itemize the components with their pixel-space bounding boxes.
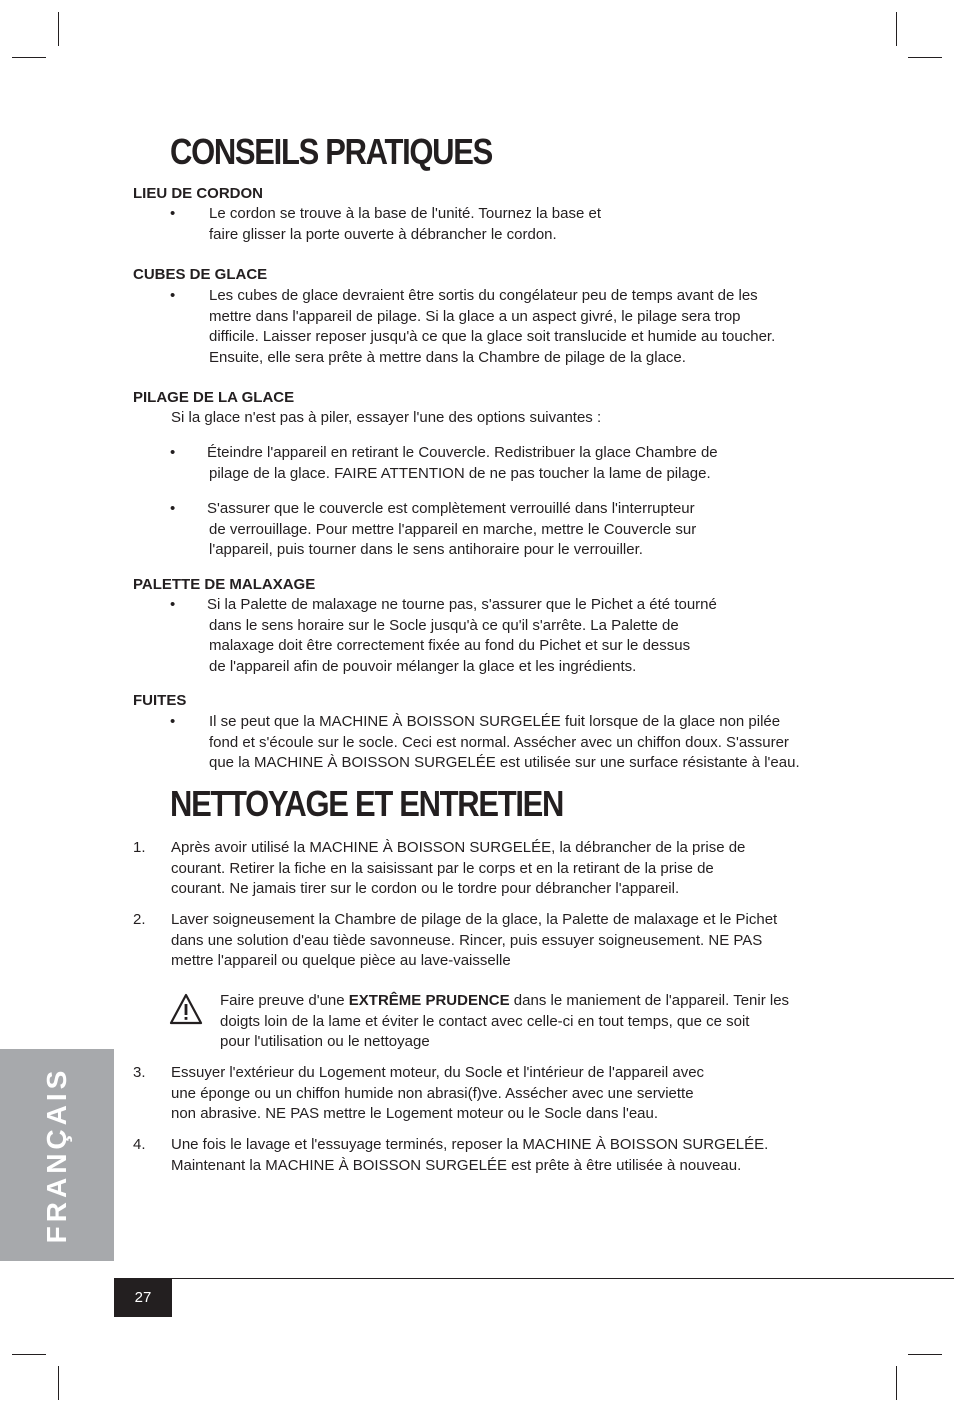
- pilage-option-1: Éteindre l'appareil en retirant le Couvercle. Redistribuer la glace Chambre de pilage de la glace. FAIRE ATTENTION de ne pas toucher la lame de pilage.: [207, 444, 718, 482]
- heading-pilage: PILAGE DE LA GLACE: [133, 389, 295, 406]
- crop-mark: [896, 12, 897, 46]
- section-title-conseils: CONSEILS PRATIQUES: [170, 131, 492, 172]
- warning-triangle-icon: [169, 993, 203, 1025]
- language-label: FRANÇAIS: [41, 1066, 72, 1244]
- pilage-intro: Si la glace n'est pas à piler, essayer l'une des options suivantes :: [171, 409, 602, 426]
- bullet: •: [170, 500, 176, 517]
- heading-fuites: FUITES: [133, 692, 187, 709]
- crop-mark: [12, 57, 46, 58]
- bullet: •: [170, 713, 176, 730]
- warning-text: Faire preuve d'une EXTRÊME PRUDENCE dans le maniement de l'appareil. Tenir les doigts loin de la lame et éviter le contact avec celle-ci en tout temps, que ce soit pour l'utilisation ou le nettoyage: [220, 992, 790, 1050]
- bullet: •: [170, 596, 176, 613]
- heading-cubes: CUBES DE GLACE: [133, 266, 268, 283]
- fuites-text: Il se peut que la MACHINE À BOISSON SURGELÉE fuit lorsque de la glace non pilée fond et s'écoule sur le socle. Ceci est normal. Assécher avec un chiffon doux. S'assurer que la MACHINE À BOISSON SURGELÉE est utilisée sur une surface résistante à l'eau.: [209, 713, 800, 771]
- step-3-text: Essuyer l'extérieur du Logement moteur, du Socle et l'intérieur de l'appareil avec une éponge ou un chiffon humide non abrasi(f)ve. Assécher avec une serviette non abrasive. NE PAS mettre le Logement moteur ou le Socle dans l'eau.: [171, 1064, 705, 1122]
- crop-mark: [58, 12, 59, 46]
- bullet: •: [170, 205, 176, 222]
- heading-cordon: LIEU DE CORDON: [133, 185, 264, 202]
- crop-mark: [58, 1366, 59, 1400]
- warning-emphasis: EXTRÊME PRUDENCE: [348, 992, 510, 1009]
- cordon-text: Le cordon se trouve à la base de l'unité. Tournez la base et faire glisser la porte ouverte à débrancher le cordon.: [209, 205, 602, 243]
- step-4-text: Une fois le lavage et l'essuyage terminés, reposer la MACHINE À BOISSON SURGELÉE. Maintenant la MACHINE À BOISSON SURGELÉE est prête à être utilisée à nouveau.: [171, 1136, 769, 1174]
- crop-mark: [908, 1354, 942, 1355]
- step-number: 2.: [133, 911, 146, 928]
- crop-mark: [896, 1366, 897, 1400]
- heading-palette: PALETTE DE MALAXAGE: [133, 576, 316, 593]
- step-1-text: Après avoir utilisé la MACHINE À BOISSON SURGELÉE, la débrancher de la prise de courant. Retirer la fiche en la saisissant par le corps et en la retirant de la prise de courant. Ne jamais tirer sur le cordon ou le tordre pour débrancher l'appareil.: [171, 839, 746, 897]
- cubes-text: Les cubes de glace devraient être sortis du congélateur peu de temps avant de les mettre dans l'appareil de pilage. Si la glace a un aspect givré, le pilage sera trop difficile. Laisser reposer jusqu'à ce que la glace soit translucide et humide au toucher. Ensuite, elle sera prête à mettre dans la Chambre de pilage de la glace.: [209, 287, 776, 366]
- step-2-text: Laver soigneusement la Chambre de pilage de la glace, la Palette de malaxage et le Pichet dans une solution d'eau tiède savonneuse. Rincer, puis essuyer soigneusement. NE PAS mettre l'appareil ou quelque pièce au lave-vaisselle: [171, 911, 778, 969]
- page-number: 27: [114, 1278, 172, 1317]
- section-title-nettoyage: NETTOYAGE ET ENTRETIEN: [170, 783, 564, 824]
- bullet: •: [170, 444, 176, 461]
- pilage-option-2: S'assurer que le couvercle est complètement verrouillé dans l'interrupteur de verrouillage. Pour mettre l'appareil en marche, mettre le Couvercle sur l'appareil, puis tourner dans le sens antihoraire pour le verrouiller.: [207, 500, 697, 558]
- palette-text: Si la Palette de malaxage ne tourne pas, s'assurer que le Pichet a été tourné dans le sens horaire sur le Socle jusqu'à ce qu'il s'arrête. La Palette de malaxage doit être correctement fixée au fond du Pichet et sur le dessus de l'appareil afin de pouvoir mélanger la glace et les ingrédients.: [207, 596, 717, 675]
- footer-rule: [114, 1278, 954, 1279]
- crop-mark: [12, 1354, 46, 1355]
- step-number: 3.: [133, 1064, 146, 1081]
- step-number: 4.: [133, 1136, 146, 1153]
- step-number: 1.: [133, 839, 146, 856]
- bullet: •: [170, 287, 176, 304]
- crop-mark: [908, 57, 942, 58]
